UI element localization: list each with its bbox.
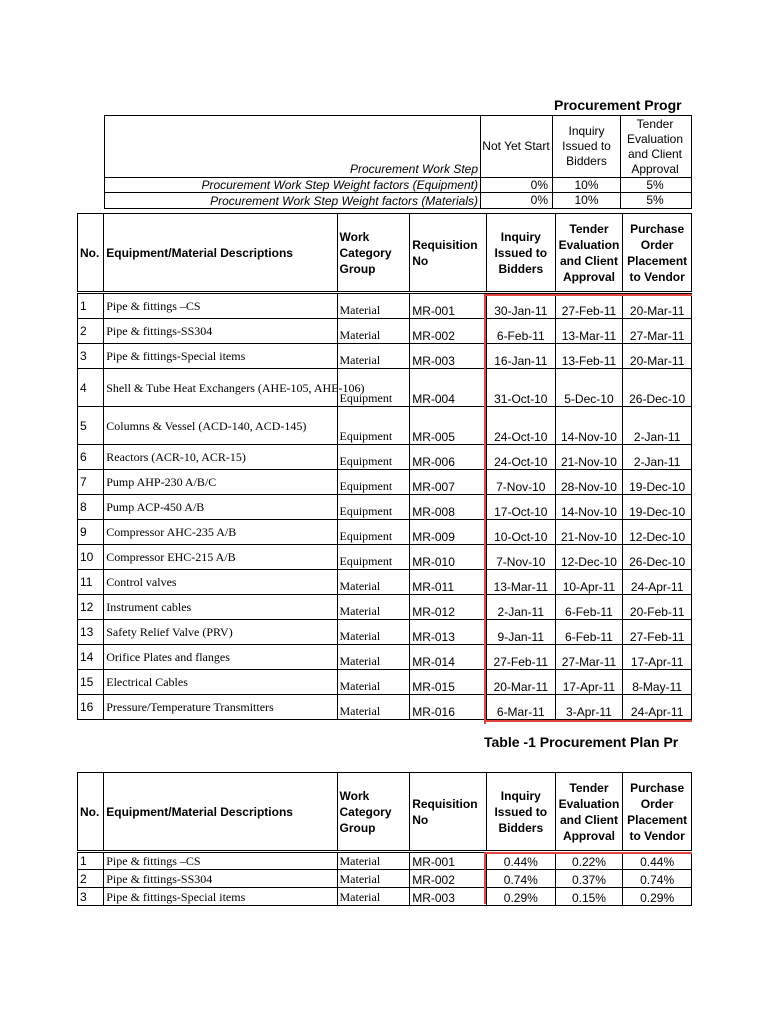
row-requisition: MR-001: [410, 852, 487, 870]
row-no: 8: [78, 495, 104, 520]
row-description: Columns & Vessel (ACD-140, ACD-145): [104, 407, 337, 445]
row-requisition: MR-016: [410, 695, 487, 720]
col-tender: Tender Evaluation and Client Approval: [555, 214, 623, 293]
equipment-weight-2: 5%: [646, 177, 664, 192]
row-inquiry: 7-Nov-10: [486, 545, 555, 570]
col-requisition: Requisition No: [410, 773, 487, 852]
table-row: [78, 620, 692, 645]
equipment-weight-1: 10%: [574, 177, 599, 192]
selection-line-bottom: [484, 720, 692, 722]
step-tender-evaluation: Tender Evaluation and Client Approval: [626, 116, 684, 176]
row-po: 2-Jan-11: [623, 445, 692, 470]
row-no: 3: [78, 888, 104, 906]
row-category: Material: [337, 645, 410, 670]
row-description: Safety Relief Valve (PRV): [104, 620, 337, 645]
row-no: 12: [78, 595, 104, 620]
table-row: [78, 545, 692, 570]
row-inquiry: 13-Mar-11: [486, 570, 555, 595]
row-no: 4: [78, 369, 104, 407]
table-row: [78, 319, 692, 344]
row-tender: 27-Mar-11: [555, 645, 623, 670]
row-tender: 21-Nov-10: [555, 445, 623, 470]
table-row: [78, 870, 692, 888]
row-tender: 28-Nov-10: [555, 470, 623, 495]
row-inquiry: 17-Oct-10: [486, 495, 555, 520]
equipment-weight-0: 0%: [530, 177, 548, 192]
row-po: 27-Mar-11: [623, 319, 692, 344]
col-category: Work Category Group: [337, 773, 410, 852]
table-row: [78, 570, 692, 595]
row-po: 0.29%: [623, 888, 692, 906]
col-inquiry: Inquiry Issued to Bidders: [486, 773, 555, 852]
row-inquiry: 27-Feb-11: [486, 645, 555, 670]
col-requisition: Requisition No: [410, 214, 487, 293]
weighted-progress-table: [77, 772, 692, 906]
row-no: 9: [78, 520, 104, 545]
row-category: Material: [337, 595, 410, 620]
row-requisition: MR-003: [410, 344, 487, 369]
step-not-yet-start: Not Yet Start: [482, 139, 550, 153]
row-requisition: MR-004: [410, 369, 487, 407]
table-row: [78, 407, 692, 445]
row-requisition: MR-012: [410, 595, 487, 620]
row-tender: 14-Nov-10: [555, 407, 623, 445]
row-tender: 13-Feb-11: [555, 344, 623, 369]
work-step-label: Procurement Work Step: [349, 162, 478, 176]
page-title: Procurement Progr: [554, 97, 682, 113]
row-tender: 3-Apr-11: [555, 695, 623, 720]
row-tender: 6-Feb-11: [555, 595, 623, 620]
row-inquiry: 0.44%: [486, 852, 555, 870]
row-inquiry: 9-Jan-11: [486, 620, 555, 645]
row-po: 12-Dec-10: [623, 520, 692, 545]
row-description: Control valves: [104, 570, 337, 595]
row-category: Material: [337, 888, 410, 906]
table-row: [78, 888, 692, 906]
row-requisition: MR-003: [410, 888, 487, 906]
row-requisition: MR-015: [410, 670, 487, 695]
row-po: 17-Apr-11: [623, 645, 692, 670]
row-po: 19-Dec-10: [623, 495, 692, 520]
row-inquiry: 0.29%: [486, 888, 555, 906]
row-no: 2: [78, 319, 104, 344]
table-row: [78, 852, 692, 870]
row-description: Compressor EHC-215 A/B: [104, 545, 337, 570]
row-inquiry: 6-Mar-11: [486, 695, 555, 720]
row-tender: 27-Feb-11: [555, 293, 623, 319]
row-no: 3: [78, 344, 104, 369]
row-no: 13: [78, 620, 104, 645]
row-po: 24-Apr-11: [623, 570, 692, 595]
row-tender: 5-Dec-10: [555, 369, 623, 407]
materials-weight-2: 5%: [646, 193, 664, 207]
table-row: [78, 495, 692, 520]
selection-line-left-2: [484, 852, 486, 904]
table-row: [78, 695, 692, 720]
row-category: Equipment: [337, 407, 410, 445]
row-description: Instrument cables: [104, 595, 337, 620]
row-inquiry: 24-Oct-10: [486, 407, 555, 445]
row-category: Equipment: [337, 369, 410, 407]
row-inquiry: 0.74%: [486, 870, 555, 888]
row-category: Equipment: [337, 495, 410, 520]
table-row: [78, 369, 692, 407]
row-po: 2-Jan-11: [623, 407, 692, 445]
row-no: 6: [78, 445, 104, 470]
row-description: Pressure/Temperature Transmitters: [104, 695, 337, 720]
row-requisition: MR-005: [410, 407, 487, 445]
row-tender: 13-Mar-11: [555, 319, 623, 344]
col-po: Purchase Order Placement to Vendor: [623, 214, 692, 293]
row-po: 19-Dec-10: [623, 470, 692, 495]
row-requisition: MR-014: [410, 645, 487, 670]
col-description: Equipment/Material Descriptions: [104, 214, 337, 293]
col-inquiry: Inquiry Issued to Bidders: [486, 214, 555, 293]
row-tender: 12-Dec-10: [555, 545, 623, 570]
row-description: Pipe & fittings-Special items: [104, 344, 337, 369]
table-1-caption: Table -1 Procurement Plan Pr: [484, 734, 679, 750]
materials-weight-1: 10%: [574, 193, 599, 207]
row-category: Material: [337, 870, 410, 888]
row-description: Reactors (ACR-10, ACR-15): [104, 445, 337, 470]
table-row: [78, 520, 692, 545]
row-no: 2: [78, 870, 104, 888]
row-po: 20-Mar-11: [623, 344, 692, 369]
row-requisition: MR-009: [410, 520, 487, 545]
row-no: 1: [78, 852, 104, 870]
table-row: [78, 344, 692, 369]
row-no: 10: [78, 545, 104, 570]
row-category: Material: [337, 293, 410, 319]
row-inquiry: 16-Jan-11: [486, 344, 555, 369]
row-requisition: MR-002: [410, 870, 487, 888]
row-inquiry: 6-Feb-11: [486, 319, 555, 344]
step-inquiry-issued: Inquiry Issued to Bidders: [562, 124, 611, 168]
row-tender: 0.37%: [555, 870, 623, 888]
row-category: Material: [337, 620, 410, 645]
selection-line-top-2: [484, 852, 692, 854]
selection-line-top: [484, 294, 692, 296]
row-description: Pipe & fittings –CS: [104, 293, 337, 319]
row-po: 26-Dec-10: [623, 369, 692, 407]
row-category: Material: [337, 570, 410, 595]
materials-weight-0: 0%: [530, 193, 548, 207]
row-category: Equipment: [337, 545, 410, 570]
row-description: Orifice Plates and flanges: [104, 645, 337, 670]
procurement-plan-table: [77, 213, 692, 720]
row-po: 0.74%: [623, 870, 692, 888]
row-requisition: MR-002: [410, 319, 487, 344]
table-row: [78, 470, 692, 495]
row-requisition: MR-011: [410, 570, 487, 595]
row-requisition: MR-013: [410, 620, 487, 645]
row-no: 7: [78, 470, 104, 495]
row-description: Pump ACP-450 A/B: [104, 495, 337, 520]
row-description: Compressor AHC-235 A/B: [104, 520, 337, 545]
col-no: No.: [78, 773, 104, 852]
row-description: Pipe & fittings –CS: [104, 852, 337, 870]
row-requisition: MR-010: [410, 545, 487, 570]
row-po: 20-Feb-11: [623, 595, 692, 620]
row-category: Equipment: [337, 445, 410, 470]
row-inquiry: 20-Mar-11: [486, 670, 555, 695]
table-row: [78, 595, 692, 620]
row-no: 14: [78, 645, 104, 670]
row-requisition: MR-008: [410, 495, 487, 520]
row-po: 27-Feb-11: [623, 620, 692, 645]
row-tender: 17-Apr-11: [555, 670, 623, 695]
col-po: Purchase Order Placement to Vendor: [623, 773, 692, 852]
row-description: Pipe & fittings-SS304: [104, 319, 337, 344]
col-tender: Tender Evaluation and Client Approval: [555, 773, 623, 852]
row-category: Equipment: [337, 470, 410, 495]
table-row: [78, 293, 692, 319]
row-no: 5: [78, 407, 104, 445]
row-inquiry: 31-Oct-10: [486, 369, 555, 407]
row-po: 20-Mar-11: [623, 293, 692, 319]
row-po: 8-May-11: [623, 670, 692, 695]
col-description: Equipment/Material Descriptions: [104, 773, 337, 852]
table-row: [78, 445, 692, 470]
row-description: Pipe & fittings-Special items: [104, 888, 337, 906]
row-description: Pump AHP-230 A/B/C: [104, 470, 337, 495]
row-inquiry: 2-Jan-11: [486, 595, 555, 620]
col-no: No.: [78, 214, 104, 293]
row-no: 16: [78, 695, 104, 720]
row-tender: 6-Feb-11: [555, 620, 623, 645]
row-no: 15: [78, 670, 104, 695]
row-tender: 14-Nov-10: [555, 495, 623, 520]
row-inquiry: 30-Jan-11: [486, 293, 555, 319]
row-tender: 0.22%: [555, 852, 623, 870]
row-inquiry: 7-Nov-10: [486, 470, 555, 495]
materials-weight-label: Procurement Work Step Weight factors (Materials): [210, 194, 478, 208]
row-description: Pipe & fittings-SS304: [104, 870, 337, 888]
row-category: Material: [337, 852, 410, 870]
equipment-weight-label: Procurement Work Step Weight factors (Equipment): [201, 178, 478, 192]
row-po: 26-Dec-10: [623, 545, 692, 570]
row-po: 0.44%: [623, 852, 692, 870]
row-requisition: MR-001: [410, 293, 487, 319]
row-description: Electrical Cables: [104, 670, 337, 695]
row-category: Material: [337, 695, 410, 720]
row-requisition: MR-007: [410, 470, 487, 495]
table-row: [78, 645, 692, 670]
row-category: Material: [337, 670, 410, 695]
row-category: Equipment: [337, 520, 410, 545]
row-tender: 21-Nov-10: [555, 520, 623, 545]
row-no: 1: [78, 293, 104, 319]
row-category: Material: [337, 344, 410, 369]
row-description: Shell & Tube Heat Exchangers (AHE-105, AHE-106): [104, 369, 337, 407]
selection-line-left: [484, 294, 486, 724]
row-po: 24-Apr-11: [623, 695, 692, 720]
col-category: Work Category Group: [337, 214, 410, 293]
row-inquiry: 10-Oct-10: [486, 520, 555, 545]
row-requisition: MR-006: [410, 445, 487, 470]
row-no: 11: [78, 570, 104, 595]
row-inquiry: 24-Oct-10: [486, 445, 555, 470]
table-row: [78, 670, 692, 695]
row-category: Material: [337, 319, 410, 344]
row-tender: 0.15%: [555, 888, 623, 906]
row-tender: 10-Apr-11: [555, 570, 623, 595]
